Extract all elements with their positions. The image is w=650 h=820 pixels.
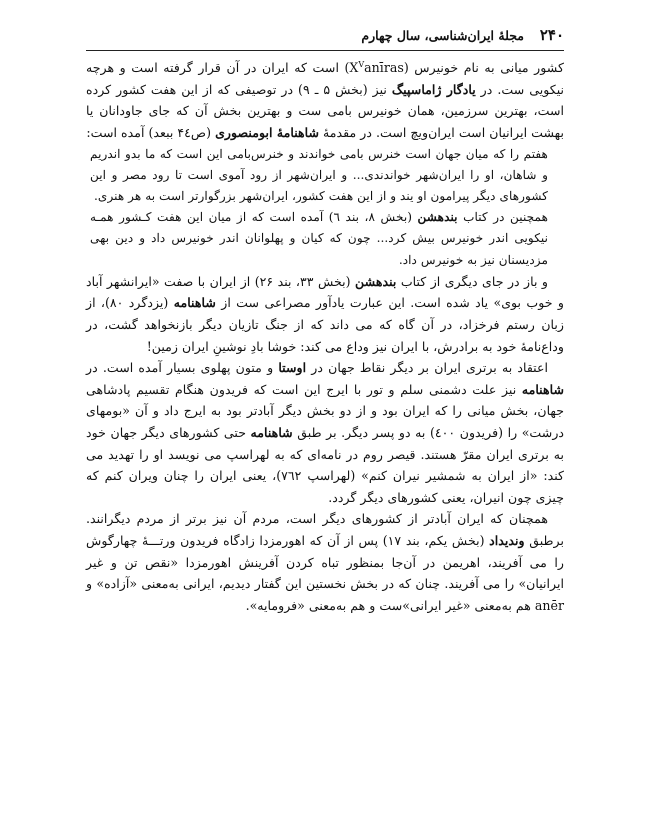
text-run: اعتقاد به برتری ایران بر دیگر نقاط جهان در: [306, 360, 548, 376]
bold-term: شاهنامه: [521, 381, 564, 397]
text-run: همچنین در کتاب: [457, 210, 548, 225]
paragraph-p3: [86, 357, 564, 508]
bold-term: شاهنامه: [173, 295, 216, 311]
paragraph-p2: [86, 271, 564, 357]
paragraph-q2: [90, 207, 548, 271]
text-run: و باز در جای دیگری از کتاب: [396, 273, 548, 289]
page-number: ۲۴۰: [539, 26, 564, 44]
bold-term: یادگار ژاماسپیگ: [391, 81, 476, 97]
text-run: حتی کشورهای دیگر جهان خود به برتری ایران مقرّ هستند. قیصر روم در نامه‌ای که به لهراسپ می نویسد او را تهدید می کند: «از ایران به شمشیر نیران کنم» (لهراسپ ۷٦۲)، یعنی ایران را چنان ویران کنم که چیزی چون انیران، یعنی کشورهای دیگر گردد.: [86, 424, 564, 505]
superscript: V: [358, 60, 365, 69]
paragraph-q1: [90, 144, 548, 208]
text-run: و متون پهلوی بسیار آمده است. در: [86, 360, 279, 376]
text-run: نیز (بخش ۵ ـ ۹) در توصیفی که از این هفت کشور کرده است، بهترین سرزمین، همان خونیرس بامی ست و بهترین بخش آن که جای جاودانان یا بهشت ایرانیان است ایران‌ویچ است. در مقدمهٔ: [86, 81, 564, 140]
text-run: نیز علت دشمنی سلم و تور با ایرج این است که فریدون هنگام تقسیم پادشاهی جهان، بخش میانی را که ایران بود و از دو بخش دیگر آبادتر بود به ایرج داد و آن «بومهای درشت» را (فریدون ٤۰۰) به دو پسر دیگر. بر طبق: [86, 381, 565, 440]
text-run: anīras) است که ایران در آن قرار گرفته است و هرچه نیکویی ست. در: [86, 60, 564, 97]
bold-term: بندهشن: [355, 273, 397, 289]
paragraph-p1: [86, 54, 564, 144]
text-run: (ص۴٤ ببعد) آمده است:: [86, 124, 216, 140]
paragraph-p4: [86, 508, 564, 616]
text-run: هفتم را که میان جهان است خنرس بامی خواندند و خنرس‌بامی این است که ما بدو اندریم و شاهان، او را ایران‌شهر خواندندی... و ایران‌شهر از رود آموی است تا رود مصر و این کشورهای دیگر پیرامون او یند و از این هفت کشور، ایران‌شهر بزرگوارتر است به هر هنری.: [90, 146, 548, 203]
bold-term: اوستا: [278, 360, 307, 376]
text-run: (یزدگرد ۸۰)، از زبان رستم فرخزاد، در آن گاه که می داند که از جنگ تازیان دیگر بازنخواهد گشت، در وداع‌نامهٔ خود به برادرش، با ایران نیز وداع می کند: خوشا بادِ نوشینِ ایران زمین!: [86, 295, 564, 354]
bold-term: بندهشن: [417, 210, 458, 225]
text-run: همچنان که ایران آبادتر از کشورهای دیگر است، مردم آن نیز برتر از مردم دیگرانند. برطبق: [86, 511, 564, 548]
block-quote: [86, 144, 564, 208]
bold-term: شاهنامه: [250, 424, 293, 440]
block-quote: [86, 207, 564, 271]
bold-term: شاهنامهٔ ابومنصوری: [215, 124, 320, 140]
text-run: (بخش ۳۳، بند ۲۶) از ایران با صفت «ایرانشهر آباد و خوب بوی» یاد شده است. این عبارت یادآور مصراعی ست از: [86, 273, 565, 311]
text-run: کشور میانی به نام خونیرس (X: [349, 60, 564, 76]
bold-term: وندیداد: [489, 532, 525, 548]
text-run: (بخش ۸، بند ٦) آمده است که از میان این هفت کـشور همـه نیکویی اندر خونیرس بیش کرد... چون که کیان و پهلوانان اندر خونیرس داد و دین بهی مزدیسنان نیز به خونیرس داد.: [90, 210, 548, 267]
article-body: [86, 54, 564, 616]
text-run: (بخش یکم، بند ۱۷) پس از آن که اهورمزدا زادگاه فریدون ورتـــهٔ چهارگوش را می آفریند، اهریمن در آن‌جا بمنظور تباه کردن آفرینش اهورمزدا «نقص تن و غیر ایرانیان» را می آفریند. چنان که در بخش نخستین این گفتار دیدیم، ایرانی به‌معنی «آزاده» و anēr هم به‌معنی «غیر ایرانی»ست و هم به‌معنی «فرومایه».: [86, 532, 564, 613]
page-header: [86, 24, 564, 51]
journal-title: مجلهٔ ایران‌شناسی، سال چهارم: [361, 28, 524, 43]
